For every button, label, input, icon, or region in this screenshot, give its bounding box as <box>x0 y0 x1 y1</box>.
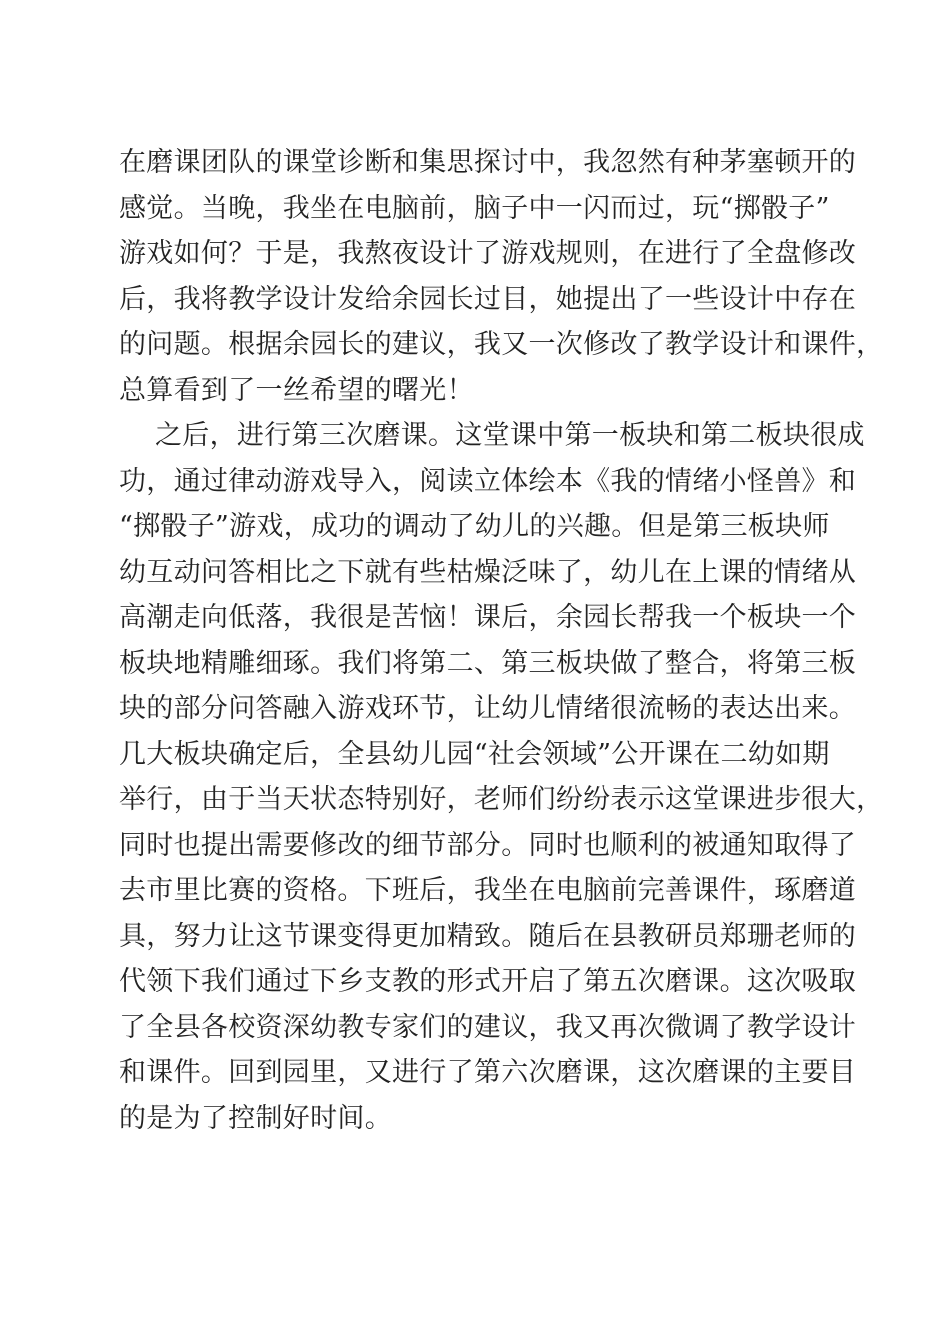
text-line: 后，我将教学设计发给余园长过目，她提出了一些设计中存在 <box>119 283 857 315</box>
text-line: 同时也提出需要修改的细节部分。同时也顺利的被通知取得了 <box>119 829 857 861</box>
text-line: 板块地精雕细琢。我们将第二、第三板块做了整合，将第三板 <box>119 647 857 679</box>
text-line: 去市里比赛的资格。下班后，我坐在电脑前完善课件，琢磨道 <box>119 875 857 906</box>
body-text <box>119 140 884 1141</box>
text-line: 总算看到了一丝希望的曙光！ <box>119 374 474 406</box>
text-line: 举行，由于当天状态特别好，老师们纷纷表示这堂课进步很大， <box>119 784 884 815</box>
text-line: 块的部分问答融入游戏环节，让幼儿情绪很流畅的表达出来。 <box>119 693 857 724</box>
text-line: “掷骰子”游戏，成功的调动了幼儿的兴趣。但是第三板块师 <box>119 511 830 542</box>
text-line: 高潮走向低落，我很是苦恼！课后，余园长帮我一个板块一个 <box>119 602 857 633</box>
text-line: 几大板块确定后，全县幼儿园“社会领域”公开课在二幼如期 <box>119 738 830 770</box>
text-line: 之后，进行第三次磨课。这堂课中第一板块和第二板块很成 <box>155 420 865 451</box>
text-line: 了全县各校资深幼教专家们的建议，我又再次微调了教学设计 <box>119 1011 857 1043</box>
text-line: 的是为了控制好时间。 <box>119 1102 392 1134</box>
text-line: 代领下我们通过下乡支教的形式开启了第五次磨课。这次吸取 <box>119 966 857 997</box>
text-line: 的问题。根据余园长的建议，我又一次修改了教学设计和课件， <box>119 329 884 360</box>
text-line: 幼互动问答相比之下就有些枯燥泛味了，幼儿在上课的情绪从 <box>119 556 857 588</box>
text-line: 功，通过律动游戏导入，阅读立体绘本《我的情绪小怪兽》和 <box>119 465 857 497</box>
text-line: 游戏如何？于是，我熬夜设计了游戏规则，在进行了全盘修改 <box>119 238 857 269</box>
text-line: 具，努力让这节课变得更加精致。随后在县教研员郑珊老师的 <box>119 920 857 952</box>
text-line: 和课件。回到园里，又进行了第六次磨课，这次磨课的主要目 <box>119 1057 857 1088</box>
text-line: 感觉。当晚，我坐在电脑前，脑子中一闪而过，玩“掷骰子” <box>119 192 830 224</box>
text-line: 在磨课团队的课堂诊断和集思探讨中，我忽然有种茅塞顿开的 <box>119 147 857 178</box>
